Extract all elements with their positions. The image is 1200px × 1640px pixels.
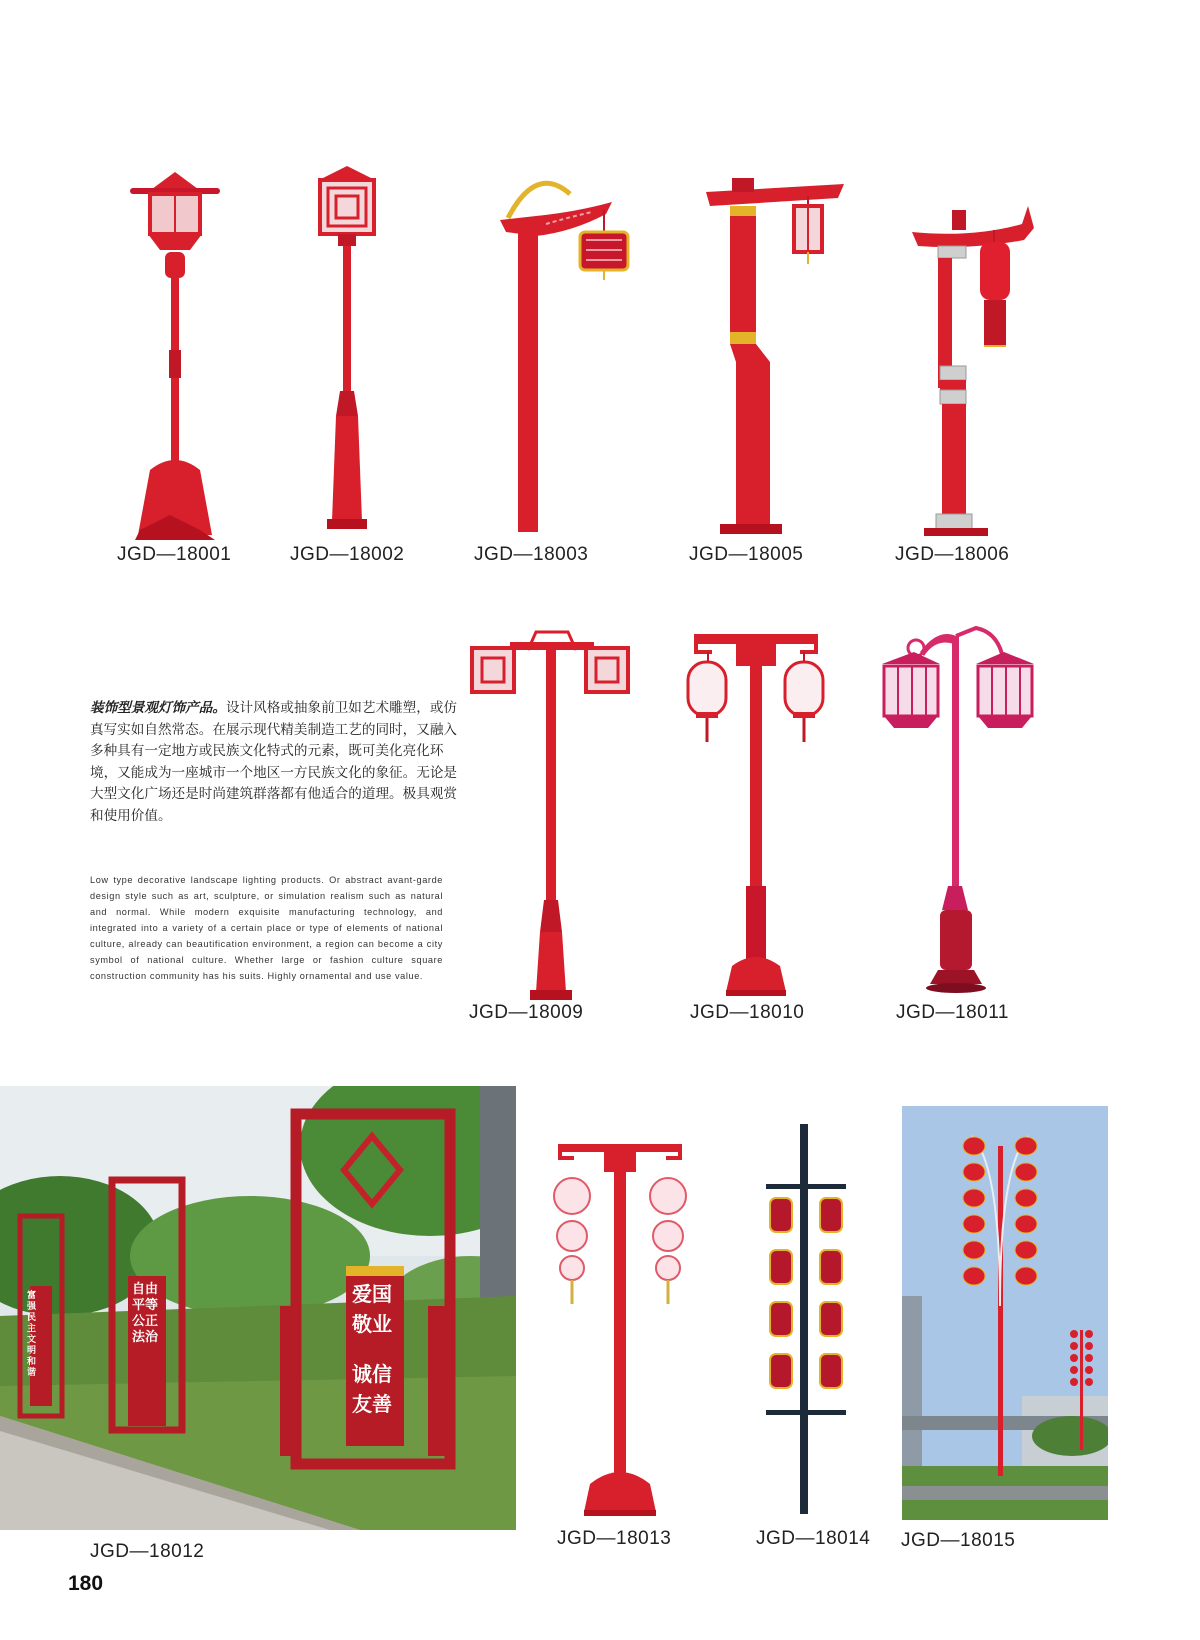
photo-sign-text-a: 富强 民主 文明 和谐 — [27, 1291, 37, 1378]
product-jgd-18010 — [686, 630, 826, 1026]
product-jgd-18013 — [550, 1140, 690, 1572]
product-jgd-18006 — [895, 206, 1042, 565]
product-jgd-18012 — [0, 1086, 516, 1572]
description-lead: 装饰型景观灯饰产品。 — [90, 700, 226, 716]
product-code: JGD—18013 — [557, 1528, 672, 1549]
product-code: JGD—18012 — [90, 1541, 205, 1562]
lamp-18011-image — [868, 624, 1038, 1026]
product-code: JGD—18002 — [290, 544, 405, 565]
product-jgd-18011 — [868, 624, 1038, 1026]
product-jgd-18005 — [689, 172, 846, 565]
product-code: JGD—18010 — [690, 1002, 805, 1023]
page-number: 180 — [68, 1572, 104, 1595]
photo-sign-text-c2: 敬业 — [352, 1312, 392, 1336]
photo-sign-text-c1: 爱国 — [352, 1282, 392, 1306]
product-code: JGD—18003 — [474, 544, 589, 565]
product-code: JGD—18001 — [117, 544, 232, 565]
lamp-18002-image — [300, 166, 410, 560]
photo-sign-text-c3: 诚信 — [352, 1362, 392, 1386]
photo-lantern-tree — [902, 1106, 1108, 1520]
product-code: JGD—18009 — [469, 1002, 584, 1023]
product-photo — [0, 1086, 516, 1530]
product-code: JGD—18014 — [756, 1528, 871, 1549]
lamp-18003-image — [496, 176, 646, 560]
description-chinese — [90, 698, 460, 827]
product-jgd-18001 — [117, 170, 232, 565]
product-jgd-18015 — [902, 1106, 1112, 1572]
lamp-18014-image — [746, 1124, 866, 1572]
lamp-18010-image — [686, 630, 826, 1026]
product-code: JGD—18006 — [895, 544, 1010, 565]
lamp-18001-image — [120, 170, 230, 560]
description-body: 设计风格或抽象前卫如艺术雕塑，或仿真写实如自然常态。在展示现代精美制造工艺的同时，又融入多种具有一定地方或民族文化特式的元素，既可美化亮化环境，又能成为一座城市一个地区一方民族文化的象征。无论是大型文化广场还是时尚建筑群落都有他适合的道理。极具观赏和使用价值。 — [90, 700, 458, 824]
photo-sign-text-b: 自由 平等 公正 法治 — [132, 1282, 159, 1345]
description-english: Low type decorative landscape lighting products. Or abstract avant-garde design style such as art, sculpture, or simulation realism such as natural and normal. While modern exquisite manufacturing technology, and integrated into a variety of a certain place or type of elements of national culture, already can beautification environment, a region can become a city symbol of national culture. Whether large or fashion culture square construction community has his suits. Highly ornamental and use value. — [90, 875, 443, 981]
photo-sign-text-c4: 友善 — [352, 1392, 392, 1416]
lamp-18013-image — [550, 1140, 690, 1572]
product-jgd-18009 — [470, 632, 630, 1026]
product-jgd-18014 — [746, 1124, 871, 1572]
lamp-18005-image — [706, 172, 846, 560]
photo-park-signs — [0, 1086, 516, 1530]
product-jgd-18002 — [290, 166, 410, 565]
lamp-18006-image — [912, 206, 1042, 560]
product-code: JGD—18005 — [689, 544, 804, 565]
product-jgd-18003 — [474, 176, 646, 565]
product-code: JGD—18015 — [901, 1530, 1016, 1551]
product-photo — [902, 1106, 1108, 1520]
product-code: JGD—18011 — [896, 1002, 1009, 1023]
lamp-18009-image — [470, 632, 630, 1026]
